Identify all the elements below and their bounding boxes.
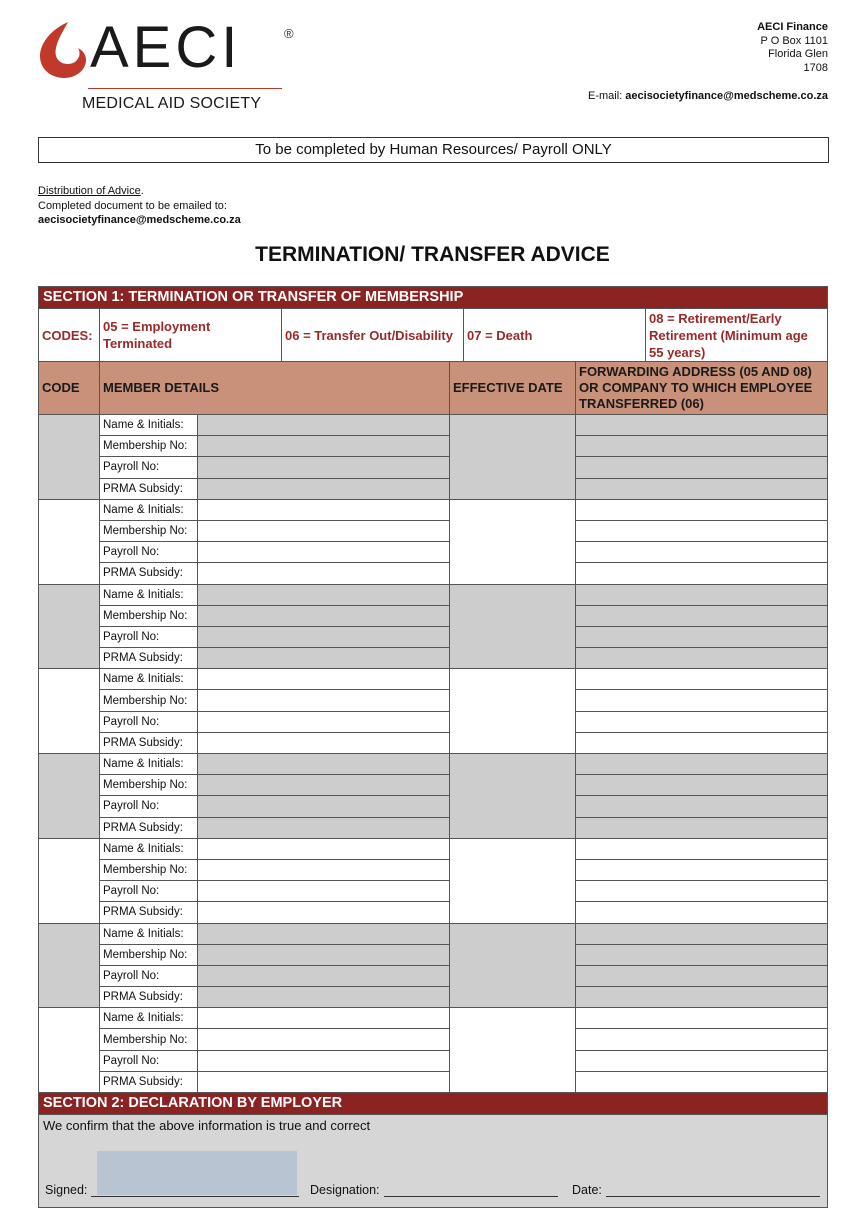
- declaration-area: [39, 1114, 827, 1207]
- member-field-label: Name & Initials:: [100, 1008, 198, 1028]
- code-cell[interactable]: [39, 839, 100, 923]
- code-cell[interactable]: [39, 1008, 100, 1092]
- member-field-input[interactable]: [198, 966, 449, 986]
- forwarding-address-cell: [576, 415, 827, 499]
- member-field-row: [100, 585, 449, 606]
- date-line[interactable]: [606, 1183, 820, 1197]
- distribution-text: Completed document to be emailed to:: [38, 199, 227, 212]
- member-field-label: Name & Initials:: [100, 839, 198, 859]
- member-field-row: [100, 521, 449, 542]
- member-details-cell: [100, 754, 450, 838]
- codes-label: CODES:: [39, 309, 100, 361]
- col-effective-date: EFFECTIVE DATE: [450, 362, 576, 414]
- forwarding-address-cell: [576, 585, 827, 669]
- member-field-row: [100, 606, 449, 627]
- forwarding-address-line[interactable]: [576, 1072, 827, 1092]
- distribution-period: .: [140, 185, 144, 197]
- forwarding-address-line[interactable]: [576, 1029, 827, 1050]
- code-cell[interactable]: [39, 669, 100, 753]
- member-field-label: Payroll No:: [100, 627, 198, 647]
- address-line: P O Box 1101: [760, 34, 828, 47]
- member-details-cell: [100, 1008, 450, 1092]
- col-forwarding-address: FORWARDING ADDRESS (05 AND 08) OR COMPANY TO WHICH EMPLOYEE TRANSFERRED (06): [579, 364, 813, 411]
- effective-date-cell[interactable]: [450, 839, 576, 923]
- member-field-label: Name & Initials:: [100, 500, 198, 520]
- member-field-input[interactable]: [198, 606, 449, 626]
- address-org: AECI Finance: [757, 21, 828, 33]
- member-field-row: [100, 902, 449, 922]
- member-entry: [39, 668, 827, 753]
- member-entry: [39, 414, 827, 499]
- member-field-row: [100, 690, 449, 711]
- code-item: 05 = Employment Terminated: [100, 309, 282, 361]
- member-field-row: [100, 754, 449, 775]
- member-details-cell: [100, 500, 450, 584]
- member-field-row: [100, 712, 449, 733]
- effective-date-cell[interactable]: [450, 415, 576, 499]
- member-field-label: Membership No:: [100, 606, 198, 626]
- member-field-label: Name & Initials:: [100, 415, 198, 435]
- forwarding-address-line[interactable]: [576, 479, 827, 499]
- address-block: [757, 21, 828, 75]
- member-field-label: Name & Initials:: [100, 924, 198, 944]
- member-field-row: [100, 881, 449, 902]
- logo-wordmark: AECI: [90, 15, 242, 80]
- member-field-input[interactable]: [198, 860, 449, 880]
- effective-date-cell[interactable]: [450, 924, 576, 1008]
- signed-label: Signed:: [45, 1183, 88, 1197]
- forwarding-address-line[interactable]: [576, 585, 827, 606]
- member-field-row: [100, 479, 449, 499]
- member-field-input[interactable]: [198, 1072, 449, 1092]
- member-field-label: PRMA Subsidy:: [100, 733, 198, 753]
- member-field-label: Payroll No:: [100, 881, 198, 901]
- forwarding-address-line[interactable]: [576, 987, 827, 1007]
- member-field-row: [100, 648, 449, 668]
- member-field-row: [100, 775, 449, 796]
- designation-field: [310, 1183, 558, 1197]
- member-field-row: [100, 1072, 449, 1092]
- distribution-email[interactable]: aecisocietyfinance@medscheme.co.za: [38, 214, 241, 226]
- member-field-input[interactable]: [198, 796, 449, 816]
- member-field-row: [100, 436, 449, 457]
- member-field-row: [100, 457, 449, 478]
- member-field-label: Membership No:: [100, 775, 198, 795]
- forwarding-address-cell: [576, 1008, 827, 1092]
- email-line: [588, 90, 828, 102]
- member-field-row: [100, 500, 449, 521]
- forwarding-address-line[interactable]: [576, 966, 827, 987]
- member-field-row: [100, 839, 449, 860]
- effective-date-cell[interactable]: [450, 1008, 576, 1092]
- member-field-input[interactable]: [198, 415, 449, 435]
- member-field-label: Membership No:: [100, 1029, 198, 1049]
- date-field: [572, 1183, 820, 1197]
- col-code: CODE: [39, 362, 100, 414]
- forwarding-address-line[interactable]: [576, 542, 827, 563]
- member-entry: [39, 1007, 827, 1092]
- member-field-input[interactable]: [198, 585, 449, 605]
- member-field-input[interactable]: [198, 924, 449, 944]
- registered-mark: ®: [284, 26, 294, 41]
- signed-line[interactable]: [91, 1183, 299, 1197]
- member-field-label: PRMA Subsidy:: [100, 479, 198, 499]
- member-field-row: [100, 415, 449, 436]
- member-field-row: [100, 796, 449, 817]
- effective-date-cell[interactable]: [450, 669, 576, 753]
- designation-label: Designation:: [310, 1183, 380, 1197]
- member-field-input[interactable]: [198, 648, 449, 668]
- forwarding-address-line[interactable]: [576, 669, 827, 690]
- code-item: 08 = Retirement/Early Retirement (Minimum age 55 years): [649, 310, 808, 360]
- member-entry: [39, 923, 827, 1008]
- column-header-row: [39, 361, 827, 414]
- member-field-label: PRMA Subsidy:: [100, 648, 198, 668]
- codes-row: [39, 308, 827, 361]
- distribution-block: [38, 184, 241, 228]
- forwarding-address-line[interactable]: [576, 881, 827, 902]
- member-field-input[interactable]: [198, 945, 449, 965]
- member-details-cell: [100, 585, 450, 669]
- forwarding-address-line[interactable]: [576, 818, 827, 838]
- member-field-row: [100, 542, 449, 563]
- member-field-label: Payroll No:: [100, 966, 198, 986]
- forwarding-address-cell: [576, 839, 827, 923]
- drop-logo-icon: [38, 20, 90, 80]
- forwarding-address-line[interactable]: [576, 924, 827, 945]
- member-field-input[interactable]: [198, 690, 449, 710]
- member-field-row: [100, 627, 449, 648]
- member-field-input[interactable]: [198, 902, 449, 922]
- member-field-input[interactable]: [198, 1008, 449, 1028]
- code-cell[interactable]: [39, 500, 100, 584]
- member-field-label: Payroll No:: [100, 542, 198, 562]
- member-field-label: Payroll No:: [100, 796, 198, 816]
- member-field-label: Name & Initials:: [100, 669, 198, 689]
- code-cell[interactable]: [39, 754, 100, 838]
- member-field-input[interactable]: [198, 457, 449, 477]
- member-field-label: PRMA Subsidy:: [100, 987, 198, 1007]
- member-details-cell: [100, 839, 450, 923]
- member-field-label: Membership No:: [100, 521, 198, 541]
- member-field-label: Membership No:: [100, 690, 198, 710]
- forwarding-address-cell: [576, 754, 827, 838]
- member-field-input[interactable]: [198, 500, 449, 520]
- forwarding-address-line[interactable]: [576, 733, 827, 753]
- member-field-label: Name & Initials:: [100, 754, 198, 774]
- forwarding-address-line[interactable]: [576, 415, 827, 436]
- member-field-row: [100, 1051, 449, 1072]
- member-field-input[interactable]: [198, 712, 449, 732]
- member-field-row: [100, 733, 449, 753]
- section1-title: SECTION 1: TERMINATION OR TRANSFER OF MEMBERSHIP: [39, 287, 827, 308]
- member-details-cell: [100, 415, 450, 499]
- section2: [39, 1092, 827, 1207]
- forwarding-address-line[interactable]: [576, 945, 827, 966]
- member-details-cell: [100, 924, 450, 1008]
- member-field-input[interactable]: [198, 479, 449, 499]
- code-item: 07 = Death: [464, 309, 646, 361]
- date-label: Date:: [572, 1183, 602, 1197]
- code-cell[interactable]: [39, 585, 100, 669]
- member-field-row: [100, 818, 449, 838]
- effective-date-cell[interactable]: [450, 585, 576, 669]
- distribution-heading: Distribution of Advice: [38, 185, 141, 197]
- forwarding-address-line[interactable]: [576, 839, 827, 860]
- member-field-row: [100, 1029, 449, 1050]
- member-field-label: PRMA Subsidy:: [100, 563, 198, 583]
- forwarding-address-line[interactable]: [576, 754, 827, 775]
- member-field-row: [100, 924, 449, 945]
- member-field-label: PRMA Subsidy:: [100, 902, 198, 922]
- hr-notice: To be completed by Human Resources/ Payroll ONLY: [38, 137, 829, 163]
- member-field-row: [100, 563, 449, 583]
- member-field-row: [100, 966, 449, 987]
- forwarding-address-line[interactable]: [576, 606, 827, 627]
- member-field-input[interactable]: [198, 754, 449, 774]
- member-field-input[interactable]: [198, 542, 449, 562]
- logo-divider: [88, 88, 282, 89]
- member-field-input[interactable]: [198, 733, 449, 753]
- forwarding-address-line[interactable]: [576, 1008, 827, 1029]
- section2-title: SECTION 2: DECLARATION BY EMPLOYER: [39, 1093, 827, 1114]
- member-field-input[interactable]: [198, 563, 449, 583]
- forwarding-address-cell: [576, 669, 827, 753]
- declaration-statement: We confirm that the above information is true and correct: [43, 1118, 371, 1133]
- member-entry: [39, 753, 827, 838]
- member-entry: [39, 499, 827, 584]
- member-field-row: [100, 669, 449, 690]
- forwarding-address-line[interactable]: [576, 521, 827, 542]
- member-field-input[interactable]: [198, 1029, 449, 1049]
- forwarding-address-line[interactable]: [576, 627, 827, 648]
- member-field-input[interactable]: [198, 987, 449, 1007]
- forwarding-address-cell: [576, 500, 827, 584]
- member-field-label: Membership No:: [100, 860, 198, 880]
- address-line: 1708: [803, 61, 828, 74]
- member-field-label: Membership No:: [100, 436, 198, 456]
- forwarding-address-line[interactable]: [576, 712, 827, 733]
- effective-date-cell[interactable]: [450, 500, 576, 584]
- member-field-row: [100, 987, 449, 1007]
- code-cell[interactable]: [39, 924, 100, 1008]
- member-field-row: [100, 1008, 449, 1029]
- member-field-input[interactable]: [198, 839, 449, 859]
- code-item: 06 = Transfer Out/Disability: [282, 309, 464, 361]
- forwarding-address-line[interactable]: [576, 1051, 827, 1072]
- member-field-label: Payroll No:: [100, 712, 198, 732]
- member-field-input[interactable]: [198, 775, 449, 795]
- forwarding-address-line[interactable]: [576, 648, 827, 668]
- member-field-label: PRMA Subsidy:: [100, 818, 198, 838]
- member-field-input[interactable]: [198, 818, 449, 838]
- forwarding-address-line[interactable]: [576, 775, 827, 796]
- forwarding-address-line[interactable]: [576, 690, 827, 711]
- forwarding-address-cell: [576, 924, 827, 1008]
- member-field-input[interactable]: [198, 669, 449, 689]
- forwarding-address-line[interactable]: [576, 500, 827, 521]
- aeci-logo: [38, 15, 300, 120]
- member-field-label: Payroll No:: [100, 1051, 198, 1071]
- email-address[interactable]: aecisocietyfinance@medscheme.co.za: [625, 90, 828, 102]
- effective-date-cell[interactable]: [450, 754, 576, 838]
- code-cell[interactable]: [39, 415, 100, 499]
- forwarding-address-line[interactable]: [576, 860, 827, 881]
- member-field-label: PRMA Subsidy:: [100, 1072, 198, 1092]
- col-member-details: MEMBER DETAILS: [100, 362, 450, 414]
- member-field-row: [100, 945, 449, 966]
- member-field-label: Name & Initials:: [100, 585, 198, 605]
- member-field-label: Payroll No:: [100, 457, 198, 477]
- address-line: Florida Glen: [768, 48, 828, 60]
- member-field-input[interactable]: [198, 436, 449, 456]
- termination-form: [38, 286, 828, 1208]
- member-entry: [39, 838, 827, 923]
- email-label: E-mail:: [587, 90, 623, 102]
- member-field-row: [100, 860, 449, 881]
- designation-line[interactable]: [384, 1183, 558, 1197]
- member-field-input[interactable]: [198, 521, 449, 541]
- logo-subtitle: MEDICAL AID SOCIETY: [82, 95, 262, 112]
- forwarding-address-line[interactable]: [576, 902, 827, 922]
- member-field-input[interactable]: [198, 627, 449, 647]
- member-field-input[interactable]: [198, 881, 449, 901]
- member-entries: [39, 414, 827, 1092]
- forwarding-address-line[interactable]: [576, 436, 827, 457]
- forwarding-address-line[interactable]: [576, 796, 827, 817]
- forwarding-address-line[interactable]: [576, 457, 827, 478]
- signed-field: [45, 1183, 299, 1197]
- forwarding-address-line[interactable]: [576, 563, 827, 583]
- member-entry: [39, 584, 827, 669]
- member-details-cell: [100, 669, 450, 753]
- page-title: TERMINATION/ TRANSFER ADVICE: [255, 243, 610, 266]
- member-field-label: Membership No:: [100, 945, 198, 965]
- member-field-input[interactable]: [198, 1051, 449, 1071]
